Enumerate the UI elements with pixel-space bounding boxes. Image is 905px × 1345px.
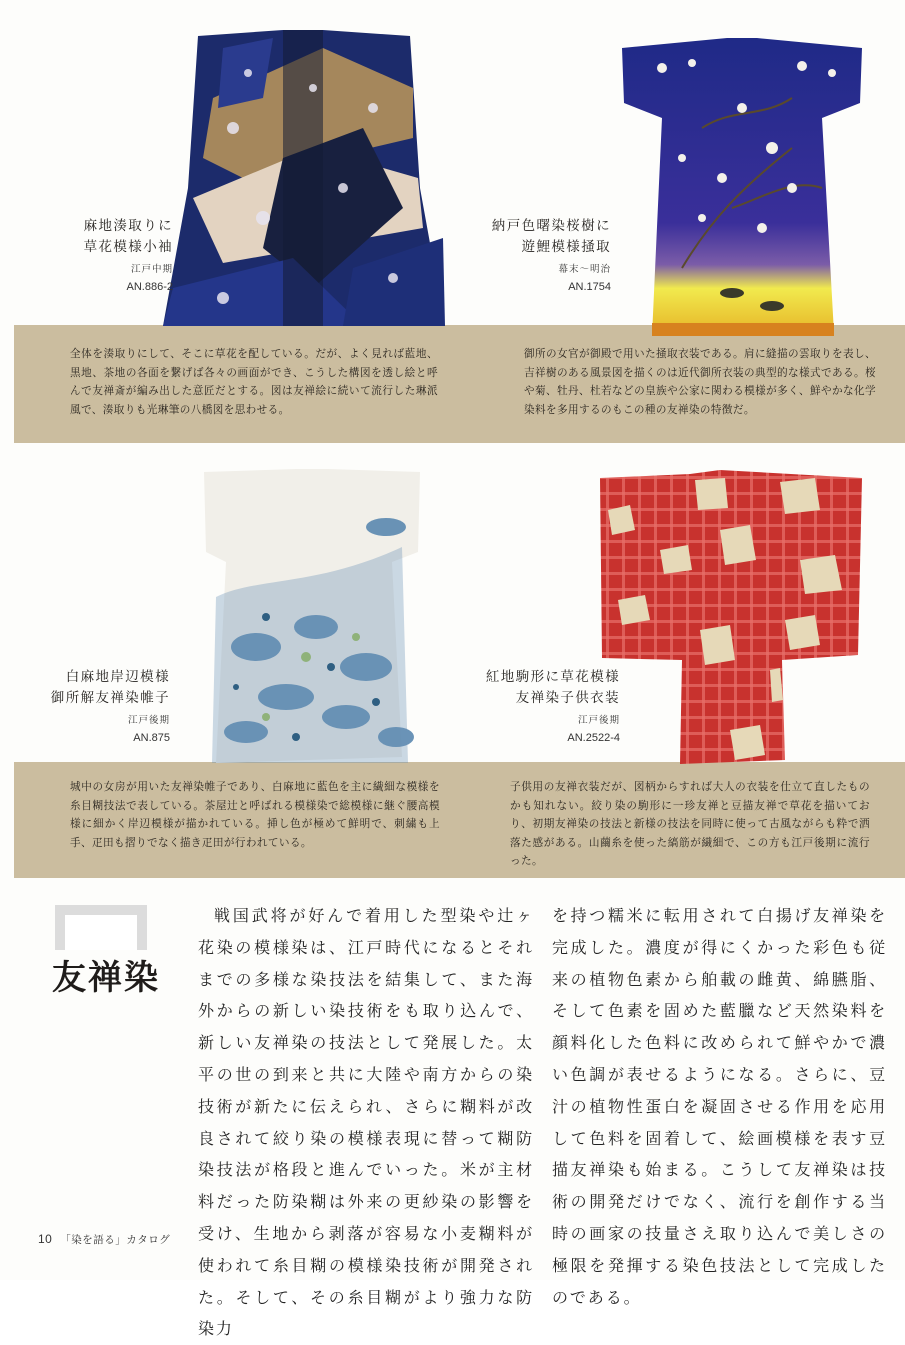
caption-period: 江戸中期 bbox=[130, 264, 173, 275]
body-text-column-1: 戦国武将が好んで着用した型染や辻ヶ花染の模様染は、江戸時代になるとそれまでの多様な染技法を結集して、また海外からの新しい染技術をも取り込んで、新しい友禅染の技法として発展した。太平の世の到来と共に大陸や南方からの染技術が新たに伝えられ、さらに糊料が改良されて絞り染の模様表現に替って糊防染技法が格段と進んでいった。米が主材料だった防染糊は外来の更紗染の影響を受け、生地から剥落が容易な小麦糊料が使われて糸目糊の模様染技術が開発された。そして、その糸目糊がより強力な防染力 bbox=[198, 906, 534, 1339]
caption-title-line2: 友禅染子供衣装 bbox=[515, 690, 620, 706]
caption-title-line1: 麻地湊取りに bbox=[83, 218, 173, 234]
page-footer bbox=[38, 1232, 170, 1247]
caption-period: 幕末～明治 bbox=[558, 264, 611, 275]
kimono-image-3 bbox=[196, 467, 428, 763]
caption-title-line1: 納戸色曙染桜樹に bbox=[491, 218, 611, 234]
caption-title-line2: 遊鯉模様掻取 bbox=[521, 239, 611, 255]
caption-id: AN.1754 bbox=[568, 281, 611, 293]
caption-id: AN.2522-4 bbox=[567, 732, 620, 744]
caption-title-line1: 紅地駒形に草花模様 bbox=[485, 669, 620, 685]
caption-item-2 bbox=[460, 216, 611, 295]
section-heading bbox=[50, 905, 180, 1005]
section-title: 友禅染 bbox=[52, 950, 164, 999]
caption-period: 江戸後期 bbox=[127, 715, 170, 726]
description-item-4: 子供用の友禅衣装だが、図柄からすれば大人の衣装を仕立て直したものかも知れない。絞り染の駒形に一珍友禅と豆描友禅で草花を描いており、初期友禅染の技法と新様の技法を同時に使って古風ながらも粋で洒落た感がある。山繭糸を使った縞筋が繊細で、この方も江戸後期に流行った。 bbox=[510, 781, 871, 868]
kimono-image-1 bbox=[163, 28, 445, 326]
caption-id: AN.886-2 bbox=[126, 281, 173, 293]
description-item-3: 城中の女房が用いた友禅染帷子であり、白麻地に藍色を主に繊細な模様を糸目糊技法で表している。茶屋辻と呼ばれる模様染で総模様に継ぐ腰高模様に細かく岸辺模様が描かれている。挿し色が極めて鮮明で、刺繍も上手、疋田も摺りでなく描き疋田が行われている。 bbox=[70, 781, 440, 849]
kimono-image-4 bbox=[600, 470, 862, 764]
caption-item-4 bbox=[455, 667, 620, 746]
caption-item-3 bbox=[20, 667, 170, 746]
body-text-column-2: を持つ糯米に転用されて白揚げ友禅染を完成した。濃度が得にくかった彩色も従来の植物色素から舶載の雌黄、綿臙脂、そして色素を固めた藍臘など天然染料を顔料化した色料に改められて鮮やかで濃い色調が表せるようになる。さらに、豆汁の植物性蛋白を凝固させる作用を応用して色料を固着して、絵画模様を表す豆描友禅染も始まる。こうして友禅染は技術の開発だけでなく、流行を創作する当時の画家の技量さえ取り込んで美しさの極限を発揮する染色技法として完成したのである。 bbox=[552, 906, 887, 1307]
description-item-1: 全体を湊取りにして、そこに草花を配している。だが、よく見れば藍地、黒地、茶地の各面を繋げば各々の画面ができ、こうした構図を透し絵と呼んで友禅斎が編み出した意匠だとする。図は友禅絵に続いて流行した琳派風で、湊取りも光琳筆の八橋図を思わせる。 bbox=[70, 348, 438, 416]
description-item-2: 御所の女官が御殿で用いた掻取衣装である。肩に縫描の雲取りを表し、吉祥樹のある風景図を描くのは近代御所衣装の典型的な様式である。桜や菊、牡丹、杜若などの皇族や公家に関わる模様が多く、鮮やかな化学染料を多用するのもこの種の友禅染の特徴だ。 bbox=[524, 348, 876, 416]
footer-text: 「染を語る」カタログ bbox=[60, 1234, 171, 1246]
caption-item-1 bbox=[20, 216, 173, 295]
page-number: 10 bbox=[38, 1232, 53, 1246]
caption-title-line1: 白麻地岸辺模様 bbox=[65, 669, 170, 685]
caption-period: 江戸後期 bbox=[577, 715, 620, 726]
kimono-image-2 bbox=[622, 38, 862, 336]
caption-title-line2: 草花模様小袖 bbox=[83, 239, 173, 255]
caption-id: AN.875 bbox=[133, 732, 170, 744]
caption-title-line2: 御所解友禅染帷子 bbox=[50, 690, 170, 706]
